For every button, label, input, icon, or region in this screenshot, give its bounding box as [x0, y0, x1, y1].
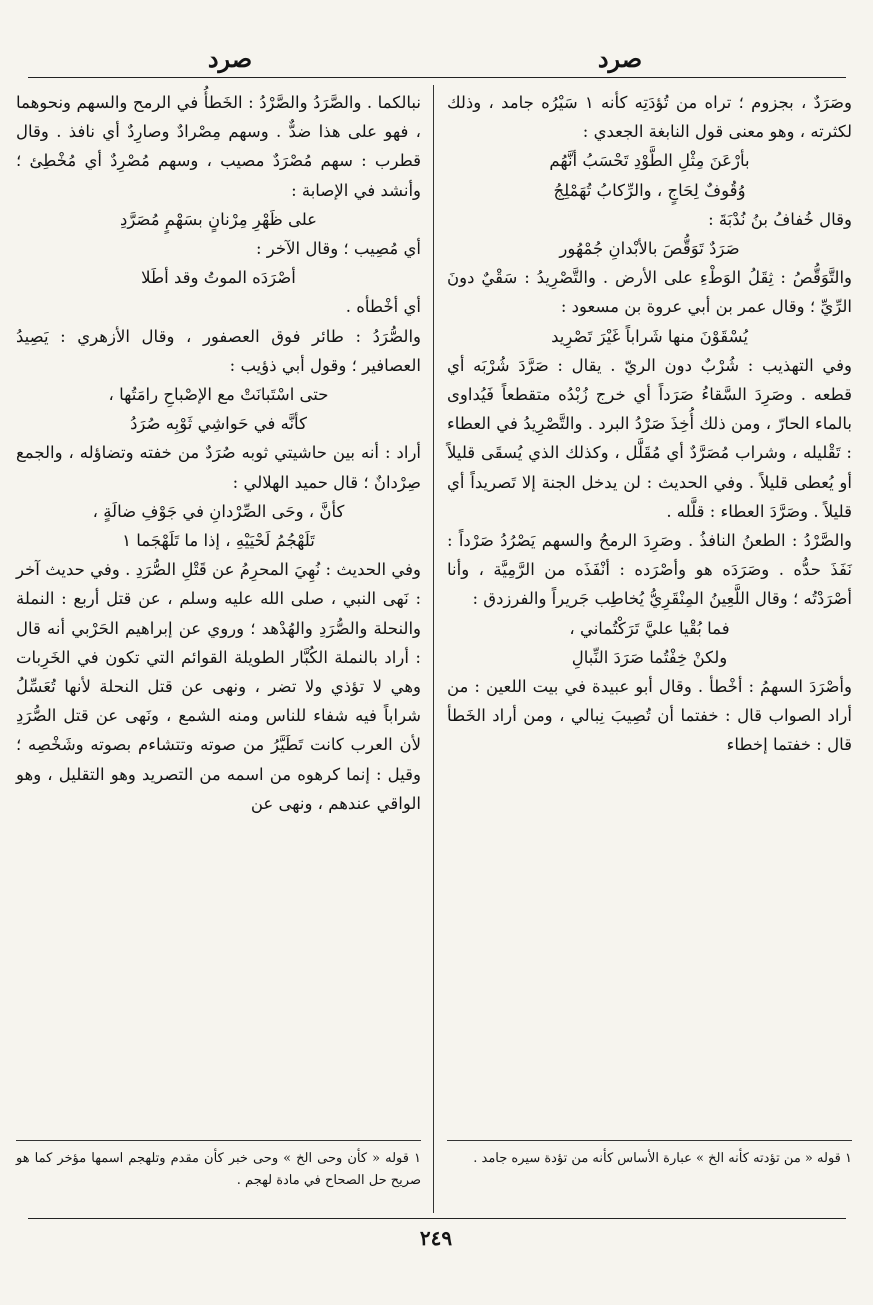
- paragraph: والصَّرْدُ : الطعنُ النافذُ . وصَرِدَ الرمحُ والسهم يَصْرُدُ صَرْداً : نَفَذَ حدُّه . وصَرَدَه هو وأصْرَده : أنْفَذَه من الرَّمِيَّة ، وأنا أصْرَدْتُه ؛ وقال اللَّعِينُ المِنْقَرِيُّ يُخاطِب جَريراً والفرزدق :: [447, 531, 852, 609]
- footnote-right: ١ قوله « من تؤدته كأنه الخ » عبارة الأساس كأنه من تؤدة سيره جامد .: [473, 1151, 852, 1166]
- header-rule: [28, 77, 846, 78]
- paragraph: وفي الحديث : نُهِيَ المحرِمُ عن قَتْلِ الصُّرَدِ . وفي حديث آخر : نَهى النبي ، صلى الله عليه وسلم ، عن قتل أربع : النملة والنحلة والصُّرَدِ والهُدْهد ؛ وروي عن إبراهيم الحَرْبي أنه قال : أراد بالنملة الكُبَّار الطويلة القوائم التي تكون في الخَرِبات وهي لا تؤذي ولا تضر ، ونهى عن قتل النحلة لأنها تُعَسِّلُ شراباً فيه شفاء للناس ومنه الشمع ، ونَهى عن قتل الصُّرَدِ لأن العرب كانت تَطَيَّرُ من صوته وتتشاءم بصوته وشَخْصِه ؛ وقيل : إنما كرهوه من اسمه من التصريد وهو التقليل ، وهو الواقي عندهم ، ونهى عن: [16, 560, 421, 813]
- paragraph: وصَرَدٌ ، بجزوم ؛ تراه من تُؤدَتِه كأنه ١ سَيْرُه جامد ، وذلك لكثرته ، وهو معنى قول النابغة الجعدي :: [447, 93, 852, 142]
- verse-line: بأرْعَنَ مِثْلِ الطَّوْدِ تَحْسَبُ أنَّهُم: [549, 151, 750, 171]
- footer-rule: [28, 1218, 846, 1219]
- paragraph: وأصْرَدَ السهمُ : أخْطأ . وقال أبو عبيدة في بيت اللعين : من أراد الصواب قال : خفتما أن تُصِيبَ نِبالي ، ومن أراد الخَطأ قال : خفتما إخطاء: [447, 677, 852, 755]
- footnote-left: ١ قوله « كأن وحى الخ » وحى خبر كأن مقدم وتلهجم اسمها مؤخر كما هو صريح حل الصحاح في مادة لهجم .: [16, 1151, 421, 1188]
- paragraph: نبالكما . والصَّرَدُ والصَّرْدُ : الخَطأُ في الرمح والسهم ونحوهما ، فهو على هذا ضدٌّ . وسهم مِصْرادٌ وصارِدٌ أي نافذ . وقال قطرب : سهم مُصْرَدٌ مصيب ، وسهم مُصْرِدٌ أي مُخْطِئ ؛ وأنشد في الإصابة :: [16, 93, 421, 200]
- verse-line: حتى اسْتَبانَتْ مع الإصْباحِ رامَتُها ،: [108, 385, 329, 405]
- paragraph: أي أخْطأه .: [345, 297, 421, 317]
- verse-line: على ظَهْرِ مِرْنانٍ بسَهْمٍ مُصَرَّدِ: [119, 209, 318, 229]
- column-divider: [433, 85, 434, 1213]
- footnote-rule-right: [447, 1140, 852, 1141]
- verse-line: صَرَدٌ تَوَقُّصَ بالأبْدانِ جُمْهُور: [559, 239, 740, 259]
- verse-line: كأنَّ ، وحَى الصِّرْدانِ في جَوْفِ ضالَةٍ ،: [92, 501, 345, 521]
- verse-line: يُسْقَوْنَ منها شَراباً غَيْرَ تَصْرِيد: [551, 326, 748, 346]
- page-header: [0, 40, 873, 80]
- verse-line: كأنَّه في حَواشِي ثَوْبِه صُرَدُ: [130, 414, 307, 434]
- paragraph: وقال خُفافُ بنُ نُدْبَةَ :: [708, 209, 852, 229]
- header-word-right: صرد: [597, 44, 643, 73]
- footnote-rule-left: [16, 1140, 421, 1141]
- verse-line: فما بُقْيا عليَّ تَرَكْتُماني ،: [569, 618, 730, 638]
- left-column: [16, 88, 421, 818]
- paragraph: أراد : أنه بين حاشيتي ثوبه صُرَدٌ من خفته وتضاؤله ، والجمع صِرْدانٌ ؛ قال حميد الهلالي :: [16, 443, 421, 492]
- paragraph: والتَّوَقُّصُ : ثِقَلُ الوَطْءِ على الأرض . والتَّصْرِيدُ : سَقْيٌ دونَ الرِّيِّ ؛ وقال عمر بن أبي عروة بن مسعود :: [447, 268, 852, 317]
- paragraph: والصُّرَدُ : طائر فوق العصفور ، وقال الأزهري : يَصِيدُ العصافير ؛ وقول أبي ذؤيب :: [16, 326, 421, 375]
- right-column: [447, 88, 852, 760]
- verse-line: أصْرَدَه الموتُ وقد أطَلا: [141, 268, 296, 288]
- paragraph: أي مُصِيب ؛ وقال الآخر :: [255, 239, 421, 259]
- verse-line: تَلَهْجُمُ لَحْيَيْهِ ، إذا ما تَلَهْجَما ١: [122, 531, 315, 551]
- page-number: ٢٤٩: [419, 1226, 453, 1250]
- paragraph: وفي التهذيب : شُرْبٌ دون الريّ . يقال : صَرَّدَ شُرْبَه أي قطعه . وصَرِدَ السَّقاءُ صَرَداً أي خرج زُبْدُه متقطعاً فَيُداوى بالماء الحارّ ، ومن ذلك أُخِذَ صَرْدُ البرد . والتَّصْرِيدُ في العطاء : تَقْليله ، وشراب مُصَرَّدٌ أي مُقَلَّل ، وكذلك الذي يُسقَى قليلاً أو يُعطى قليلاً . وفي الحديث : لن يدخل الجنة إلا تَصريداً أي قليلاً . وصَرَّدَ العطاء : قلَّله .: [447, 355, 852, 521]
- header-word-left: صرد: [207, 44, 253, 73]
- verse-line: ولكنْ خِفْتُما صَرَدَ النِّبالِ: [571, 647, 728, 667]
- verse-line: وُقُوفٌ لِحَاجٍ ، والرِّكابُ تُهَمْلِجُ: [553, 180, 746, 200]
